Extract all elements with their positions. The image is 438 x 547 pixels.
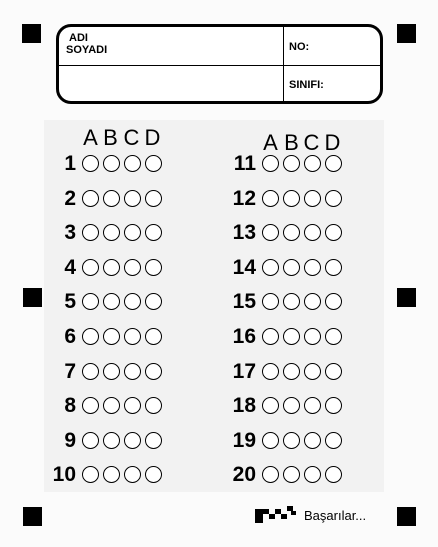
answer-bubble-a[interactable] xyxy=(262,259,279,276)
option-header-d: D xyxy=(144,125,161,150)
answer-bubble-d[interactable] xyxy=(325,190,342,207)
info-box-divider-horizontal xyxy=(59,65,380,66)
question-row xyxy=(0,430,438,452)
question-row xyxy=(0,326,438,348)
answer-bubble-b[interactable] xyxy=(283,397,300,414)
option-header-b: B xyxy=(103,125,118,150)
answer-bubble-b[interactable] xyxy=(283,155,300,172)
answer-bubble-b[interactable] xyxy=(283,466,300,483)
registration-mark-bottom-left xyxy=(23,507,42,526)
answer-bubble-a[interactable] xyxy=(262,293,279,310)
answer-bubble-b[interactable] xyxy=(283,328,300,345)
question-number: 4 xyxy=(64,256,76,279)
answer-bubble-d[interactable] xyxy=(325,363,342,380)
registration-mark-top-right xyxy=(397,24,416,43)
name-label-line2: SOYADI xyxy=(66,44,108,56)
answer-bubble-c[interactable] xyxy=(304,432,321,449)
question-row xyxy=(0,257,438,279)
option-header-c: C xyxy=(123,125,140,150)
question-number: 6 xyxy=(64,325,76,348)
answer-bubble-a[interactable] xyxy=(262,224,279,241)
answer-bubble-b[interactable] xyxy=(283,259,300,276)
question-row xyxy=(0,153,438,175)
answer-bubble-a[interactable] xyxy=(262,363,279,380)
question-number: 10 xyxy=(52,463,76,486)
question-number: 15 xyxy=(232,290,256,313)
answer-bubble-b[interactable] xyxy=(283,293,300,310)
option-header-a: A xyxy=(83,125,98,150)
answer-bubble-a[interactable] xyxy=(262,328,279,345)
answer-bubble-a[interactable] xyxy=(262,155,279,172)
option-header-b: B xyxy=(284,130,299,155)
class-field-label: SINIFI: xyxy=(289,79,324,91)
question-number: 13 xyxy=(232,221,256,244)
student-info-box xyxy=(56,24,383,104)
answer-bubble-a[interactable] xyxy=(262,432,279,449)
question-number: 17 xyxy=(232,360,256,383)
answer-bubble-d[interactable] xyxy=(325,224,342,241)
answer-bubble-b[interactable] xyxy=(283,363,300,380)
answer-bubble-a[interactable] xyxy=(262,190,279,207)
question-number: 9 xyxy=(64,429,76,452)
answer-bubble-c[interactable] xyxy=(304,190,321,207)
question-number: 1 xyxy=(64,152,76,175)
question-row xyxy=(0,188,438,210)
answer-bubble-a[interactable] xyxy=(262,397,279,414)
answer-bubble-d[interactable] xyxy=(325,328,342,345)
answer-bubble-b[interactable] xyxy=(283,224,300,241)
answer-bubble-c[interactable] xyxy=(304,328,321,345)
footer-message: Başarılar... xyxy=(304,508,367,523)
answer-bubble-d[interactable] xyxy=(325,259,342,276)
question-number: 11 xyxy=(233,152,256,175)
answer-bubble-d[interactable] xyxy=(325,466,342,483)
question-number: 19 xyxy=(232,429,256,452)
question-number: 16 xyxy=(232,325,256,348)
answer-bubble-d[interactable] xyxy=(325,432,342,449)
option-header-a: A xyxy=(263,130,278,155)
registration-mark-top-left xyxy=(22,24,41,43)
question-number: 2 xyxy=(64,187,76,210)
info-box-divider-vertical xyxy=(283,27,284,101)
question-row xyxy=(0,395,438,417)
question-number: 7 xyxy=(64,360,76,383)
question-number: 8 xyxy=(64,394,76,417)
question-row xyxy=(0,222,438,244)
registration-mark-bottom-right xyxy=(397,507,416,526)
answer-bubble-d[interactable] xyxy=(325,293,342,310)
option-header-c: C xyxy=(303,130,320,155)
option-header-d: D xyxy=(324,130,341,155)
answer-bubble-b[interactable] xyxy=(283,432,300,449)
question-row xyxy=(0,361,438,383)
answer-bubble-c[interactable] xyxy=(304,155,321,172)
question-number: 12 xyxy=(232,187,256,210)
answer-bubble-a[interactable] xyxy=(262,466,279,483)
question-number: 5 xyxy=(64,290,76,313)
name-label-line1: ADI xyxy=(69,32,88,44)
question-number: 18 xyxy=(232,394,256,417)
number-field-label: NO: xyxy=(289,41,310,53)
question-number: 20 xyxy=(232,463,256,486)
answer-bubble-d[interactable] xyxy=(325,397,342,414)
answer-bubble-b[interactable] xyxy=(283,190,300,207)
answer-bubble-c[interactable] xyxy=(304,259,321,276)
answer-bubble-c[interactable] xyxy=(304,224,321,241)
answer-bubble-d[interactable] xyxy=(325,155,342,172)
question-number: 3 xyxy=(64,221,76,244)
answer-bubble-c[interactable] xyxy=(304,363,321,380)
answer-bubble-c[interactable] xyxy=(304,293,321,310)
question-row xyxy=(0,291,438,313)
answer-bubble-c[interactable] xyxy=(304,466,321,483)
answer-bubble-c[interactable] xyxy=(304,397,321,414)
name-field-label xyxy=(66,32,146,56)
question-number: 14 xyxy=(232,256,256,279)
question-row xyxy=(0,464,438,486)
checkered-flag-icon xyxy=(255,506,297,523)
